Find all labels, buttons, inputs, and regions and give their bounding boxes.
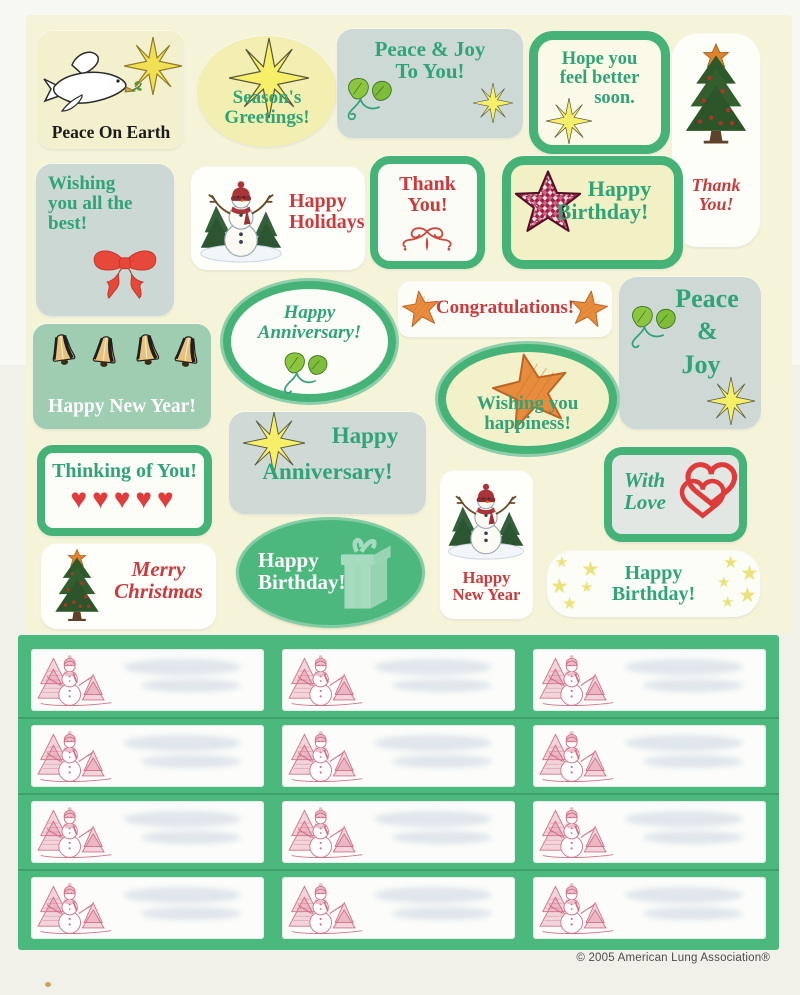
address-label — [31, 801, 264, 863]
sticker-text: Happy New Year — [452, 568, 521, 605]
sticker-text: Congratulations! — [435, 297, 575, 318]
sticker-text: Happy Holidays — [289, 190, 365, 233]
bell-icon — [167, 332, 208, 375]
sticker-peace-on-earth — [38, 31, 184, 149]
smudge-mark — [141, 679, 241, 692]
address-label — [533, 725, 766, 787]
sticker-with-love — [604, 447, 747, 542]
sticker-hope-feel-better — [529, 31, 670, 154]
star-icon: ★ — [580, 580, 594, 596]
sticker-happy-birthday-gift — [236, 517, 425, 628]
christmas-tree-icon — [683, 42, 749, 148]
star-icon: ★ — [562, 594, 578, 613]
snowman-icon — [445, 475, 527, 563]
sticker-text: Thinking of You! — [52, 460, 197, 482]
snowman-sketch-icon — [287, 881, 367, 937]
sticker-congratulations — [398, 282, 612, 337]
smudge-mark — [374, 659, 492, 675]
starburst-icon — [473, 83, 513, 123]
smudge-mark — [392, 907, 492, 920]
sticker-text: Happy New Year! — [48, 395, 196, 417]
cut-line — [18, 717, 779, 719]
snowman-sketch-icon — [36, 881, 116, 937]
sticker-happy-holidays — [191, 167, 365, 270]
sticker-text: Peace On Earth — [51, 121, 171, 142]
sticker-text: & — [697, 318, 718, 345]
sticker-text: Thank You! — [691, 175, 741, 214]
snowman-icon — [197, 173, 285, 265]
star-icon: ★ — [717, 575, 731, 591]
sticker-happy-birthday-star — [502, 156, 683, 269]
cut-line — [18, 793, 779, 795]
bell-icon — [85, 332, 125, 374]
star-icon: ★ — [721, 595, 735, 611]
sticker-thinking-of-you — [37, 445, 212, 536]
copyright-text: © 2005 American Lung Association® — [576, 952, 770, 964]
sticker-happy-new-year-bells — [33, 324, 211, 429]
leaves-icon — [275, 349, 347, 397]
star-icon — [124, 37, 182, 95]
address-label — [282, 877, 515, 939]
sticker-text: Thank You! — [399, 173, 456, 216]
star-icon: ★ — [723, 553, 739, 572]
sticker-text: Happy Anniversary! — [257, 302, 362, 343]
double-heart-icon — [670, 457, 746, 533]
address-label — [282, 649, 515, 711]
sticker-text: With Love — [624, 468, 666, 515]
sticker-text: Wishing you happiness! — [476, 393, 579, 434]
paper-speck — [45, 982, 51, 987]
sticker-text: Happy Birthday! — [258, 548, 346, 595]
address-label — [282, 725, 515, 787]
sticker-text: Hope you feel better soon. — [559, 49, 640, 108]
bow-icon — [82, 238, 168, 310]
snowman-sketch-icon — [538, 653, 618, 709]
snowman-sketch-icon — [538, 729, 618, 785]
smudge-mark — [392, 679, 492, 692]
smudge-mark — [625, 659, 743, 675]
smudge-mark — [141, 831, 241, 844]
sticker-text: Happy Birthday! — [556, 176, 652, 225]
star-icon: ★ — [550, 574, 569, 598]
smudge-mark — [374, 887, 492, 903]
star-icon: ★ — [555, 555, 569, 571]
bell-icon — [43, 330, 84, 373]
sticker-text: Merry Christmas — [114, 557, 203, 604]
address-labels-grid — [18, 635, 779, 950]
sticker-merry-christmas — [41, 544, 216, 629]
snowman-sketch-icon — [36, 653, 116, 709]
sticker-wishing-best — [36, 164, 174, 316]
smudge-mark — [141, 907, 241, 920]
sticker-text: Happy — [331, 423, 399, 448]
smudge-mark — [141, 755, 241, 768]
hearts-row: ♥♥♥♥♥ — [70, 484, 179, 515]
snowman-sketch-icon — [538, 881, 618, 937]
sticker-wishing-happiness — [438, 344, 617, 454]
snowman-sketch-icon — [36, 805, 116, 861]
address-label — [31, 877, 264, 939]
smudge-mark — [643, 831, 743, 844]
smudge-mark — [643, 907, 743, 920]
smudge-mark — [392, 755, 492, 768]
sticker-peace-and-joy — [619, 277, 761, 429]
sticker-happy-anniversary-oval — [223, 281, 396, 402]
sticker-text: Season's Greetings! — [224, 87, 310, 128]
sticker-seasons-greetings — [197, 36, 337, 147]
smudge-mark — [625, 735, 743, 751]
christmas-tree-icon — [53, 548, 101, 624]
address-label — [533, 649, 766, 711]
sticker-thank-you — [370, 156, 485, 269]
smudge-mark — [123, 659, 241, 675]
sticker-text: Peace & Joy To You! — [374, 37, 486, 84]
star-icon: ★ — [740, 561, 759, 585]
sticker-happy-anniversary-gray — [229, 412, 426, 514]
star-icon: ★ — [581, 557, 600, 581]
address-label — [31, 725, 264, 787]
smudge-mark — [374, 735, 492, 751]
smudge-mark — [123, 735, 241, 751]
sticker-text: Happy Birthday! — [611, 562, 696, 605]
flourish-icon — [395, 226, 459, 254]
address-label — [533, 877, 766, 939]
sticker-text: Anniversary! — [262, 459, 393, 484]
cut-line — [18, 869, 779, 871]
smudge-mark — [392, 831, 492, 844]
smudge-mark — [123, 811, 241, 827]
sticker-text: Wishing you all the best! — [48, 173, 133, 234]
snowman-sketch-icon — [287, 653, 367, 709]
snowman-sketch-icon — [36, 729, 116, 785]
sticker-tree-thank-you — [672, 34, 760, 247]
smudge-mark — [625, 887, 743, 903]
address-label — [31, 649, 264, 711]
smudge-mark — [374, 811, 492, 827]
smudge-mark — [643, 679, 743, 692]
smudge-mark — [625, 811, 743, 827]
address-label — [282, 801, 515, 863]
starburst-icon — [707, 377, 755, 425]
star-icon: ★ — [738, 583, 757, 607]
sticker-happy-birthday-stars — [547, 551, 760, 617]
sticker-peace-joy-to-you — [337, 29, 523, 138]
address-label — [533, 801, 766, 863]
sticker-text: Peace — [675, 284, 739, 313]
sticker-happy-new-year-snowman — [440, 471, 533, 619]
bell-icon — [127, 330, 167, 372]
smudge-mark — [643, 755, 743, 768]
snowman-sketch-icon — [287, 805, 367, 861]
leaves-icon — [343, 73, 407, 125]
smudge-mark — [123, 887, 241, 903]
sticker-text: Joy — [681, 350, 721, 379]
snowman-sketch-icon — [538, 805, 618, 861]
snowman-sketch-icon — [287, 729, 367, 785]
